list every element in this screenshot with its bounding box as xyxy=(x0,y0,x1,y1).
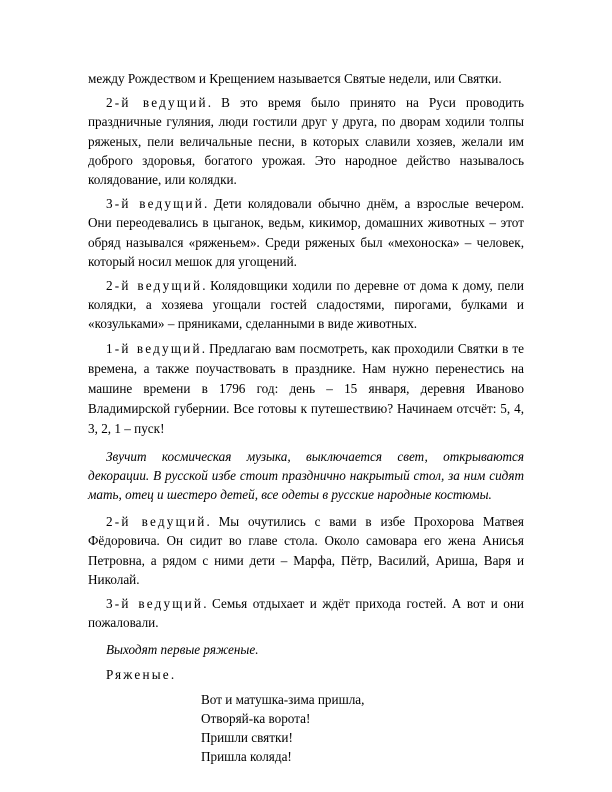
speaker-label: 2-й ведущий xyxy=(106,95,208,111)
paragraph-3rd-host-2 xyxy=(88,594,524,632)
speaker-text: . Предлагаю вам посмотреть, как проходили Святки в те времена, а также поучаствовать в празднике. Нам нужно перенестись на машине времени в 1796 год: день – 15 января, деревня Иваново Владимирской губернии. Все готовы к путешествию? Начинаем отсчёт: 5, 4, 3, 2, 1 – пуск! xyxy=(88,340,524,436)
speaker-label: 3-й ведущий xyxy=(106,196,205,212)
speaker-label: 2-й ведущий xyxy=(106,278,203,294)
stage-direction-1: Звучит космическая музыка, выключается свет, открываются декорации. В русской избе стоит празднично накрытый стол, за ним сидят мать, отец и шестеро детей, все одеты в русские народные костюмы. xyxy=(88,448,524,503)
speaker-text: . Семья отдыхает и ждёт прихода гостей. А вот и они пожаловали. xyxy=(88,596,524,631)
speaker-text: . В это время было принято на Руси проводить праздничные гуляния, люди гостили друг у друга, по дворам ходили толпы ряженых, пели величальные песни, в которых славили хозяев, желали им доброго здоровья, богатого урожая. Это народное действо называлось колядование, или колядки. xyxy=(88,95,524,188)
speaker-text: . Дети колядовали обычно днём, а взрослые вечером. Они переодевались в цыганок, ведьм, кикимор, домашних животных – этот обряд назывался «ряженьем». Среди ряженых был «мехоноска» – человек, который носил мешок для угощений. xyxy=(88,196,524,269)
poem-line: Пришла коляда! xyxy=(201,748,292,764)
speaker-label: 1-й ведущий xyxy=(106,340,202,356)
poem-block xyxy=(201,690,524,766)
speaker-text: . Колядовщики ходили по деревне от дома к дому, пели колядки, а хозяева угощали гостей сладостями, пирогами, булками и «козульками» – пряниками, сделанными в виде животных. xyxy=(88,278,524,332)
stage-direction-2: Выходят первые ряженые. xyxy=(106,642,259,658)
poem-line: Пришли святки! xyxy=(201,729,293,745)
paragraph-2nd-host-3 xyxy=(88,512,524,589)
speaker-text: . xyxy=(170,666,175,682)
speaker-label: 2-й ведущий xyxy=(106,514,207,530)
document-page xyxy=(88,69,524,766)
speaker-label: Ряженые xyxy=(106,666,171,682)
speaker-text: . Мы очутились с вами в избе Прохорова Матвея Фёдоровича. Он сидит во главе стола. Около самовара его жена Анисья Петровна, а рядом с ними дети – Марфа, Пётр, Василий, Ариша, Варя и Николай. xyxy=(88,514,524,587)
paragraph-intro: между Рождеством и Крещением называется Святые недели, или Святки. xyxy=(88,71,502,86)
speaker-label: 3-й ведущий xyxy=(106,596,204,612)
poem-line: Отворяй-ка ворота! xyxy=(201,710,311,726)
poem-line: Вот и матушка-зима пришла, xyxy=(201,691,365,707)
paragraph-2nd-host-2 xyxy=(88,276,524,334)
paragraph-ryazhenye xyxy=(88,665,524,684)
paragraph-1st-host xyxy=(88,339,524,439)
paragraph-3rd-host-1 xyxy=(88,194,524,271)
paragraph-2nd-host-1 xyxy=(88,93,524,189)
